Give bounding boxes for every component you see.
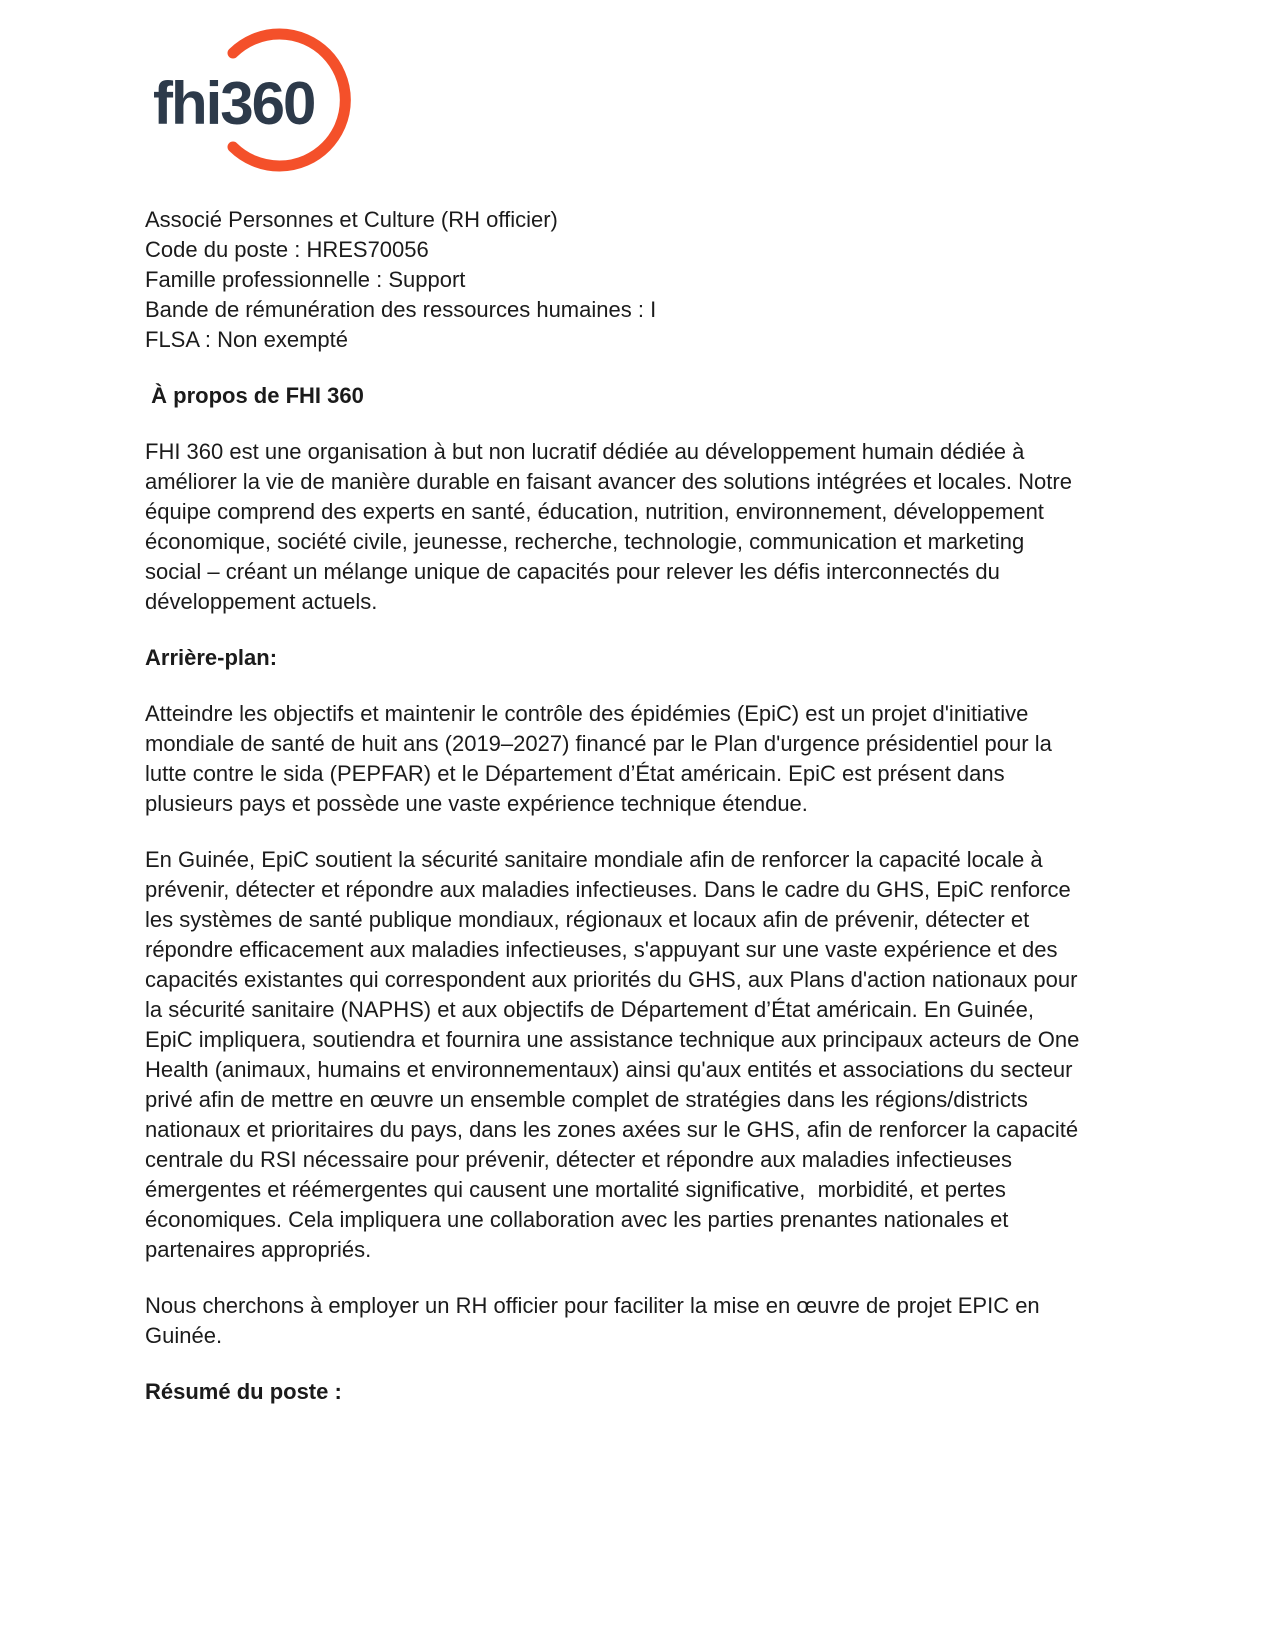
document-body bbox=[145, 205, 1085, 1433]
job-family-line: Famille professionnelle : Support bbox=[145, 267, 466, 292]
section-heading-about: À propos de FHI 360 bbox=[145, 383, 364, 408]
background-paragraph-2: En Guinée, EpiC soutient la sécurité sanitaire mondiale afin de renforcer la capacité locale à prévenir, détecter et répondre aux maladies infectieuses. Dans le cadre du GHS, EpiC renforce les systèmes de santé publique mondiaux, régionaux et locaux afin de prévenir, détecter et répondre efficacement aux maladies infectieuses, s'appuyant sur une vaste expérience et des capacités existantes qui correspondent aux priorités du GHS, aux Plans d'action nationaux pour la sécurité sanitaire (NAPHS) et aux objectifs de Département d’État américain. En Guinée, EpiC impliquera, soutiendra et fournira une assistance technique aux principaux acteurs de One Health (animaux, humains et environnementaux) ainsi qu'aux entités et associations du secteur privé afin de mettre en œuvre un ensemble complet de stratégies dans les régions/districts nationaux et prioritaires du pays, dans les zones axées sur le GHS, afin de renforcer la capacité centrale du RSI nécessaire pour prévenir, détecter et répondre aux maladies infectieuses émergentes et réémergentes qui causent une mortalité significative, morbidité, et pertes économiques. Cela impliquera une collaboration avec les parties prenantes nationales et partenaires appropriés. bbox=[145, 847, 1086, 1262]
job-band-line: Bande de rémunération des ressources humaines : I bbox=[145, 297, 657, 322]
background-paragraph-3: Nous cherchons à employer un RH officier pour faciliter la mise en œuvre de projet EPIC en Guinée. bbox=[145, 1293, 1046, 1348]
job-title-line: Associé Personnes et Culture (RH officier) bbox=[145, 207, 558, 232]
about-paragraph: FHI 360 est une organisation à but non lucratif dédiée au développement humain dédiée à améliorer la vie de manière durable en faisant avancer des solutions intégrées et locales. Notre équipe comprend des experts en santé, éducation, nutrition, environnement, développement économique, société civile, jeunesse, recherche, technologie, communication et marketing social – créant un mélange unique de capacités pour relever les défis interconnectés du développement actuels. bbox=[145, 439, 1079, 614]
logo-text: fhi360 bbox=[153, 70, 315, 137]
section-heading-summary: Résumé du poste : bbox=[145, 1379, 342, 1404]
job-meta bbox=[145, 205, 1085, 355]
job-code-line: Code du poste : HRES70056 bbox=[145, 237, 429, 262]
job-flsa-line: FLSA : Non exempté bbox=[145, 327, 348, 352]
section-heading-background: Arrière-plan: bbox=[145, 645, 278, 670]
fhi360-logo bbox=[140, 28, 370, 178]
background-paragraph-1: Atteindre les objectifs et maintenir le contrôle des épidémies (EpiC) est un projet d'initiative mondiale de santé de huit ans (2019–2027) financé par le Plan d'urgence présidentiel pour la lutte contre le sida (PEPFAR) et le Département d’État américain. EpiC est présent dans plusieurs pays et possède une vaste expérience technique étendue. bbox=[145, 701, 1058, 816]
